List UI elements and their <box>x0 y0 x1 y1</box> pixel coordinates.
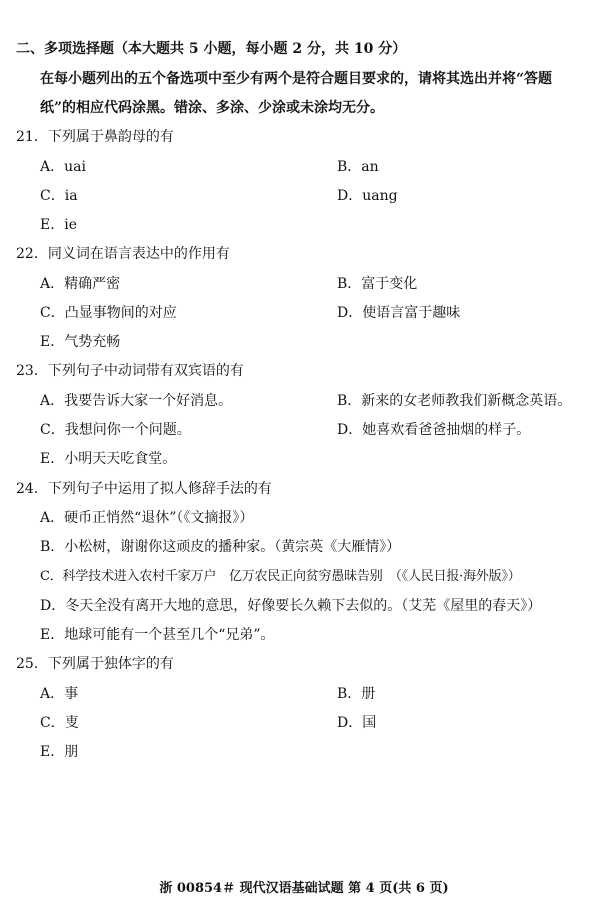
question-25-option-c: C．叓 <box>40 715 79 731</box>
question-22-option-b: B．富于变化 <box>337 276 418 292</box>
question-24-stem: 24．下列句子中运用了拟人修辞手法的有 <box>16 481 272 497</box>
question-25-option-b: B．册 <box>337 686 376 702</box>
question-21-stem: 21．下列属于鼻韵母的有 <box>16 129 174 145</box>
question-22-stem: 22．同义词在语言表达中的作用有 <box>16 246 230 262</box>
question-23-stem: 23．下列句子中动词带有双宾语的有 <box>16 363 244 379</box>
question-22-option-c: C．凸显事物间的对应 <box>40 305 177 321</box>
question-22-option-d: D．使语言富于趣味 <box>337 305 461 321</box>
question-25-option-d: D．国 <box>337 715 377 731</box>
page-footer: 浙 00854＃ 现代汉语基础试题 第 4 页(共 6 页) <box>159 881 449 896</box>
question-23-option-a: A．我要告诉大家一个好消息。 <box>40 393 233 409</box>
question-24-option-a: A．硬币正悄然“退休”（《文摘报》） <box>40 510 254 526</box>
question-22-option-e: E．气势充畅 <box>40 334 121 350</box>
question-25-option-e: E．朋 <box>40 744 79 760</box>
section-instruction-line2: 纸”的相应代码涂黑。错涂、多涂、少涂或未涂均无分。 <box>40 100 385 116</box>
question-24-option-d: D．冬天全没有离开大地的意思，好像要长久赖下去似的。（艾芜《屋里的春天》） <box>40 598 542 614</box>
question-24-option-b: B．小松树，谢谢你这顽皮的播种家。（黄宗英《大雁情》） <box>40 539 401 555</box>
question-23-option-b: B．新来的女老师教我们新概念英语。 <box>337 393 572 409</box>
question-24-option-e: E．地球可能有一个甚至几个“兄弟”。 <box>40 627 275 643</box>
question-23-option-e: E．小明天天吃食堂。 <box>40 451 177 467</box>
question-23-option-c: C．我想问你一个问题。 <box>40 422 191 438</box>
question-21-option-d: D．uang <box>337 188 398 204</box>
question-25-option-a: A．事 <box>40 686 79 702</box>
question-24-option-c: C．科学技术进入农村千家万户 亿万农民正向贫穷愚昧告别 （《人民日报·海外版》） <box>40 569 521 584</box>
question-21-option-b: B．an <box>337 159 379 175</box>
question-21-option-a: A．uai <box>40 159 86 175</box>
question-21-option-c: C．ia <box>40 188 78 204</box>
question-23-option-d: D．她喜欢看爸爸抽烟的样子。 <box>337 422 531 438</box>
question-25-stem: 25．下列属于独体字的有 <box>16 656 174 672</box>
section-title: 二、多项选择题（本大题共 5 小题，每小题 2 分，共 10 分） <box>16 41 407 57</box>
question-22-option-a: A．精确严密 <box>40 276 121 292</box>
question-21-option-e: E．ie <box>40 217 77 233</box>
section-instruction-line1: 在每小题列出的五个备选项中至少有两个是符合题目要求的，请将其选出并将“答题 <box>40 71 553 87</box>
